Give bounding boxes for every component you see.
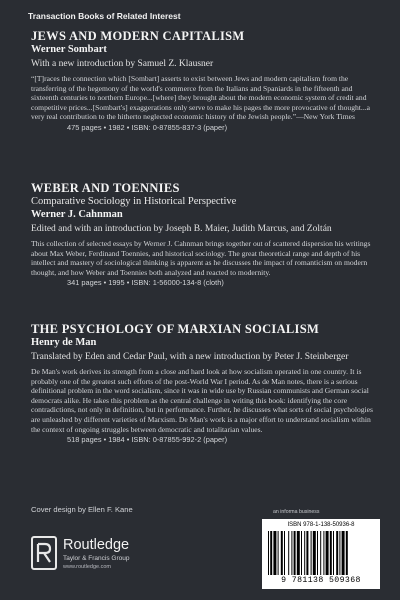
book-blurb: “[T]races the connection which [Sombart] asserts to exist between Jews and modern capitalism from the transferring of the hegemony of the world's commerce from the Italians and Spaniards in the fifteenth and sixteenth centuries to northern Europe...[where] they brought about the modern economic system of credit and competitive prices...[Sombart's] exaggerations only serve to make his pages the more provocative of thought...a very real contribution to the hitherto neglected economic history of the Jewish people.”—New York Times bbox=[31, 74, 370, 122]
book-details: 518 pages • 1984 • ISBN: 0-87855-992-2 (paper) bbox=[67, 435, 228, 445]
book-author: Werner J. Cahnman bbox=[31, 209, 123, 220]
book-entry-sombart bbox=[31, 29, 376, 132]
book-details: 475 pages • 1982 • ISBN: 0-87855-837-3 (paper) bbox=[67, 122, 228, 132]
book-intro: Translated by Eden and Cedar Paul, with a new introduction by Peter J. Steinberger bbox=[31, 352, 349, 362]
book-blurb: This collection of selected essays by Werner J. Cahnman brings together out of scattered dispersion his writings about Max Weber, Ferdinand Toennies, and historical sociology. The great theoretical range and depth of his intellect and mastery of sociological thinking is apparent as he discusses the impact of romanticism on modern thought, and how Weber and Toennies both analyzed and reacted to modernity. bbox=[31, 239, 371, 277]
series-title: Transaction Books of Related Interest bbox=[28, 11, 181, 21]
book-author: Henry de Man bbox=[31, 337, 97, 348]
publisher-name: Routledge bbox=[63, 537, 130, 553]
book-title: JEWS AND MODERN CAPITALISM bbox=[31, 29, 245, 43]
book-details: 341 pages • 1995 • ISBN: 1-56000-134-8 (cloth) bbox=[67, 278, 224, 288]
imprint-note: an informa business bbox=[273, 509, 320, 515]
publisher-group: Taylor & Francis Group bbox=[63, 555, 130, 562]
book-entry-cahnman bbox=[31, 181, 376, 287]
barcode-icon bbox=[266, 531, 376, 575]
book-title: WEBER AND TOENNIES bbox=[31, 181, 180, 195]
barcode bbox=[262, 519, 380, 589]
cover-credit: Cover design by Ellen F. Kane bbox=[31, 505, 133, 514]
publisher-url: www.routledge.com bbox=[63, 564, 111, 570]
publisher-block bbox=[31, 532, 181, 582]
barcode-digits: 9 781138 509368 bbox=[281, 576, 361, 585]
book-entry-de-man bbox=[31, 322, 376, 444]
book-intro: Edited and with an introduction by Joseph B. Maier, Judith Marcus, and Zoltán bbox=[31, 224, 332, 234]
book-blurb: De Man's work derives its strength from a close and hard look at how socialism operated in one country. It is probably one of the greatest such efforts of the post-World War I period. As de Man notes, there is a serious definitional problem in the word socialism, since it was in wide use by Russian communists and German social democrats alike. He takes this problem as the central challenge in writing this book: identifying the core contradictions, not only in definition, but in performance. Further, he discusses what sorts of social psychologies are unleashed by different varieties of Marxism. De Man's work is a major effort to understand socialism within the context of ongoing struggles between democratic and totalitarian values. bbox=[31, 367, 373, 434]
book-title: THE PSYCHOLOGY OF MARXIAN SOCIALISM bbox=[31, 322, 320, 336]
book-intro: With a new introduction by Samuel Z. Klausner bbox=[31, 59, 214, 69]
routledge-logo-icon bbox=[31, 536, 57, 570]
book-subtitle: Comparative Sociology in Historical Perspective bbox=[31, 196, 237, 207]
book-author: Werner Sombart bbox=[31, 44, 107, 55]
barcode-isbn-label: ISBN 978-1-138-50936-8 bbox=[287, 522, 355, 528]
